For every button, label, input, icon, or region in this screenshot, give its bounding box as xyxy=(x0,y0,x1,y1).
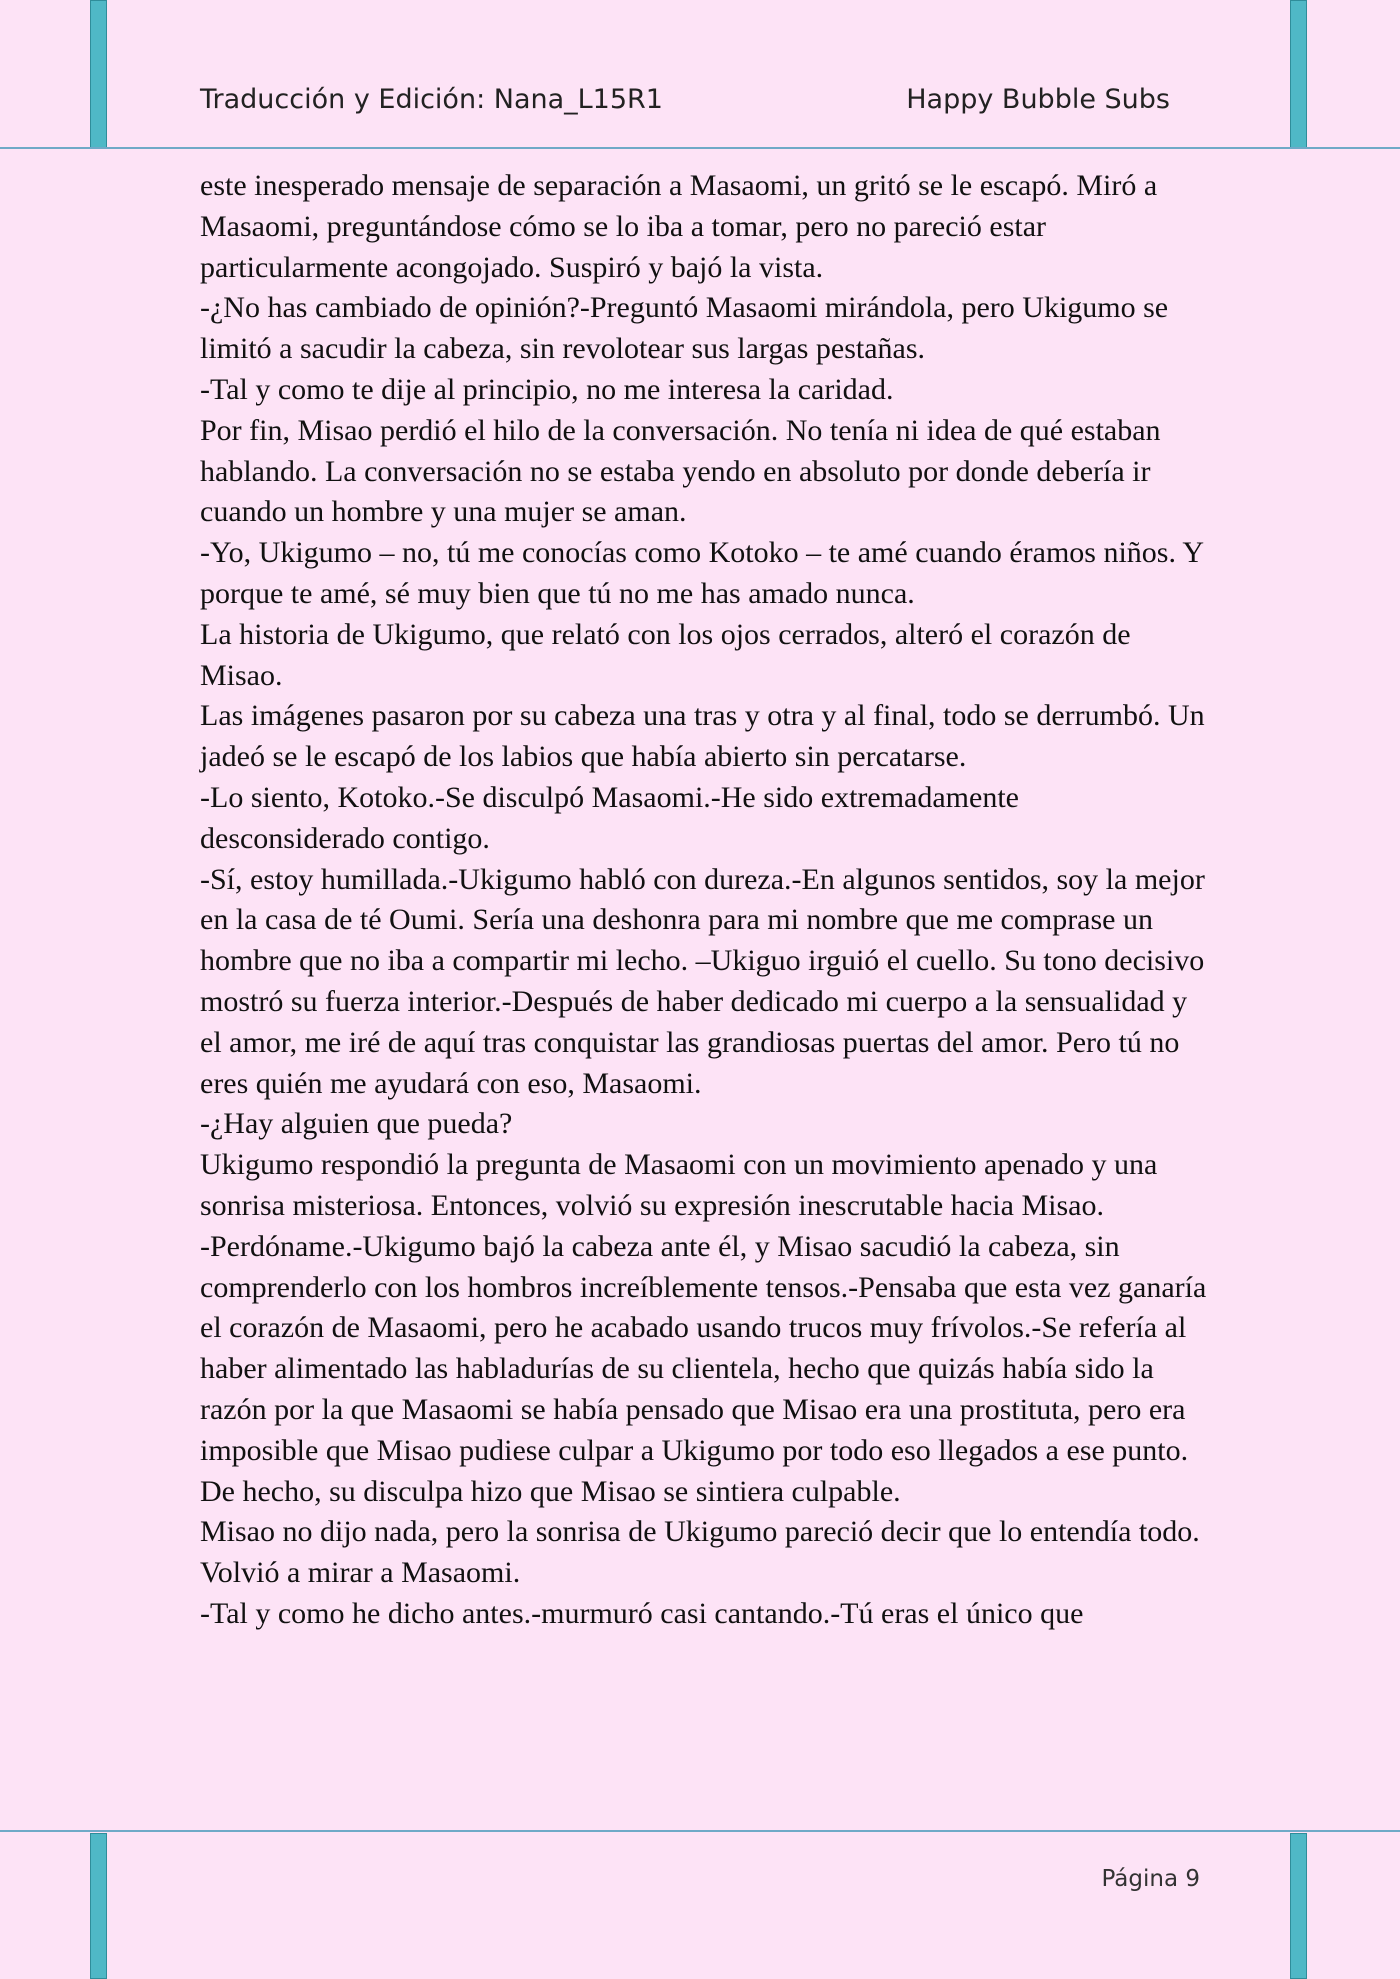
paragraph: La historia de Ukigumo, que relató con los ojos cerrados, alteró el corazón de Misao. xyxy=(200,617,1131,692)
page-number: Página 9 xyxy=(1101,1866,1200,1892)
paragraph: -¿No has cambiado de opinión?-Preguntó Masaomi mirándola, pero Ukigumo se limitó a sacudir la cabeza, sin revolotear sus largas pestañas. xyxy=(200,291,1169,366)
footer-rule xyxy=(0,1830,1400,1832)
decorative-bar-bottom-left xyxy=(90,1833,107,1979)
paragraph: Las imágenes pasaron por su cabeza una tras y otra y al final, todo se derrumbó. Un jadeó se le escapó de los labios que había abierto sin percatarse. xyxy=(200,699,1205,774)
paragraph: -Lo siento, Kotoko.-Se disculpó Masaomi.-He sido extremadamente desconsiderado contigo. xyxy=(200,780,1019,855)
page-header xyxy=(200,84,1170,115)
header-credits: Traducción y Edición: Nana_L15R1 xyxy=(200,84,663,115)
paragraph: este inesperado mensaje de separación a Masaomi, un gritó se le escapó. Miró a Masaomi, preguntándose cómo se lo iba a tomar, pero no pareció estar particularmente acongojado. Suspiró y bajó la vista. xyxy=(200,169,1158,284)
paragraph: Por fin, Misao perdió el hilo de la conversación. No tenía ni idea de qué estaban hablando. La conversación no se estaba yendo en absoluto por donde debería ir cuando un hombre y una mujer se aman. xyxy=(200,413,1161,529)
paragraph: -¿Hay alguien que pueda? xyxy=(200,1107,513,1141)
header-group-name: Happy Bubble Subs xyxy=(906,84,1170,115)
paragraph: -Tal y como he dicho antes.-murmuró casi cantando.-Tú eras el único que xyxy=(200,1596,1084,1630)
decorative-bar-top-left xyxy=(90,0,107,148)
body-text xyxy=(200,166,1210,1635)
paragraph: Misao no dijo nada, pero la sonrisa de Ukigumo pareció decir que lo entendía todo. Volvió a mirar a Masaomi. xyxy=(200,1515,1200,1590)
paragraph: -Sí, estoy humillada.-Ukigumo habló con dureza.-En algunos sentidos, soy la mejor en la casa de té Oumi. Sería una deshonra para mi nombre que me comprase un hombre que no iba a compartir mi lecho. –Ukiguo irguió el cuello. Su tono decisivo mostró su fuerza interior.-Después de haber dedicado mi cuerpo a la sensualidad y el amor, me iré de aquí tras conquistar las grandiosas puertas del amor. Pero tú no eres quién me ayudará con eso, Masaomi. xyxy=(200,862,1205,1100)
paragraph: -Tal y como te dije al principio, no me interesa la caridad. xyxy=(200,372,894,406)
header-rule xyxy=(0,147,1400,149)
decorative-bar-top-right xyxy=(1290,0,1307,148)
decorative-bar-bottom-right xyxy=(1290,1833,1307,1979)
paragraph: -Perdóname.-Ukigumo bajó la cabeza ante él, y Misao sacudió la cabeza, sin comprenderlo con los hombros increíblemente tensos.-Pensaba que esta vez ganaría el corazón de Masaomi, pero he acabado usando trucos muy frívolos.-Se refería al haber alimentado las habladurías de su clientela, hecho que quizás había sido la razón por la que Masaomi se había pensado que Misao era una prostituta, pero era imposible que Misao pudiese culpar a Ukigumo por todo eso llegados a ese punto. De hecho, su disculpa hizo que Misao se sintiera culpable. xyxy=(200,1229,1207,1508)
paragraph: -Yo, Ukigumo – no, tú me conocías como Kotoko – te amé cuando éramos niños. Y porque te amé, sé muy bien que tú no me has amado nunca. xyxy=(200,536,1203,610)
paragraph: Ukigumo respondió la pregunta de Masaomi con un movimiento apenado y una sonrisa misteriosa. Entonces, volvió su expresión inescrutable hacia Misao. xyxy=(200,1148,1158,1222)
